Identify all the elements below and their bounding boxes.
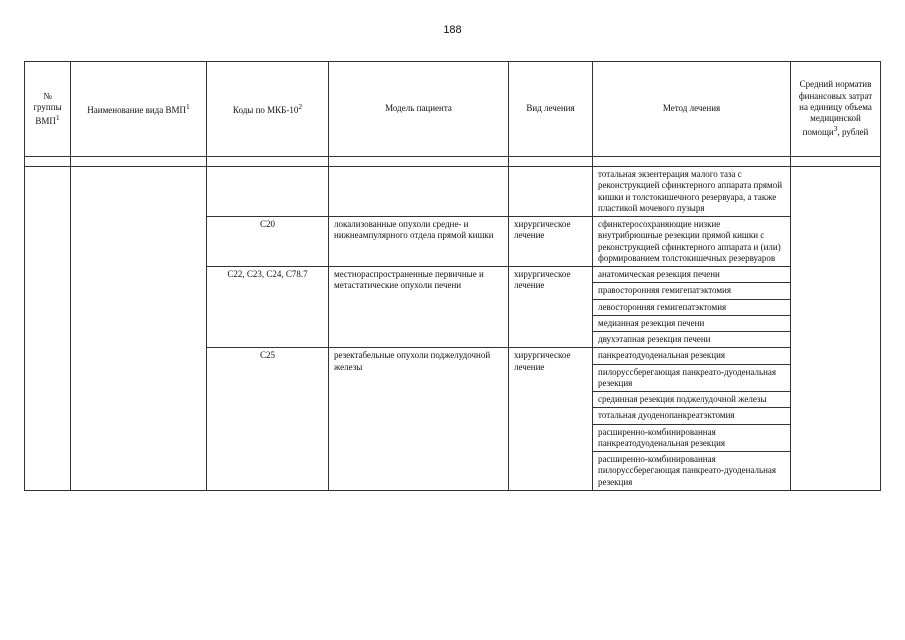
patient-model-cell: локализованные опухоли средне- и нижнеампулярного отдела прямой кишки [329,217,509,267]
treatment-method-cell: анатомическая резекция печени [593,267,791,283]
treatment-type-cell: хирургическое лечение [509,348,593,491]
column-number-row [25,157,881,167]
treatment-method-cell: пилоруссберегающая панкреато-дуоденальная резекция [593,364,791,392]
treatment-type-cell: хирургическое лечение [509,217,593,267]
treatment-method-cell: правосторонняя гемигепатэктомия [593,283,791,299]
treatment-method-cell: двухэтапная резекция печени [593,332,791,348]
header-vmp-name: Наименование вида ВМП$^1$ [71,62,207,157]
header-treatment-method: Метод лечения [593,62,791,157]
header-row [25,62,881,157]
treatment-method-cell: сфинктеросохраняющие низкие внутрибрюшные резекции прямой кишки с реконструкцией сфинктерного аппарата и (или) формированием толстокишечных резервуаров [593,217,791,267]
treatment-type-cell [509,167,593,217]
treatment-method-cell: тотальная дуоденопанкреатэктомия [593,408,791,424]
header-treatment-type: Вид лечения [509,62,593,157]
icd-codes-cell: С20 [207,217,329,267]
vmp-table [24,61,881,491]
treatment-method-cell: расширенно-комбинированная пилоруссберегающая панкреато-дуоденальная резекция [593,452,791,491]
page-number: 188 [443,24,462,36]
vmp-name-cell [71,167,207,491]
treatment-method-cell: срединная резекция поджелудочной железы [593,392,791,408]
header-average-cost: Средний норматив финансовых затрат на единицу объема медицинской помощи$^3$, рублей [791,62,881,157]
header-group-number: № группы ВМП$^1$ [25,62,71,157]
icd-codes-cell: С22, С23, С24, С78.7 [207,267,329,348]
treatment-method-cell: расширенно-комбинированная панкреатодуоденальная резекция [593,424,791,452]
patient-model-cell: резектабельные опухоли поджелудочной железы [329,348,509,491]
treatment-type-cell: хирургическое лечение [509,267,593,348]
treatment-method-cell: тотальная экзентерация малого таза с реконструкцией сфинктерного аппарата прямой кишки и толстокишечного резервуара, а также пластикой мочевого пузыря [593,167,791,217]
patient-model-cell: местнораспространенные первичные и метастатические опухоли печени [329,267,509,348]
header-patient-model: Модель пациента [329,62,509,157]
icd-codes-cell: С25 [207,348,329,491]
treatment-method-cell: левосторонняя гемигепатэктомия [593,299,791,315]
icd-codes-cell [207,167,329,217]
average-cost-cell [791,167,881,491]
treatment-method-cell: медианная резекция печени [593,315,791,331]
treatment-method-cell: панкреатодуоденальная резекция [593,348,791,364]
table-row [25,167,881,217]
group-number-cell [25,167,71,491]
patient-model-cell [329,167,509,217]
header-icd-codes: Коды по МКБ-$10^2$ [207,62,329,157]
